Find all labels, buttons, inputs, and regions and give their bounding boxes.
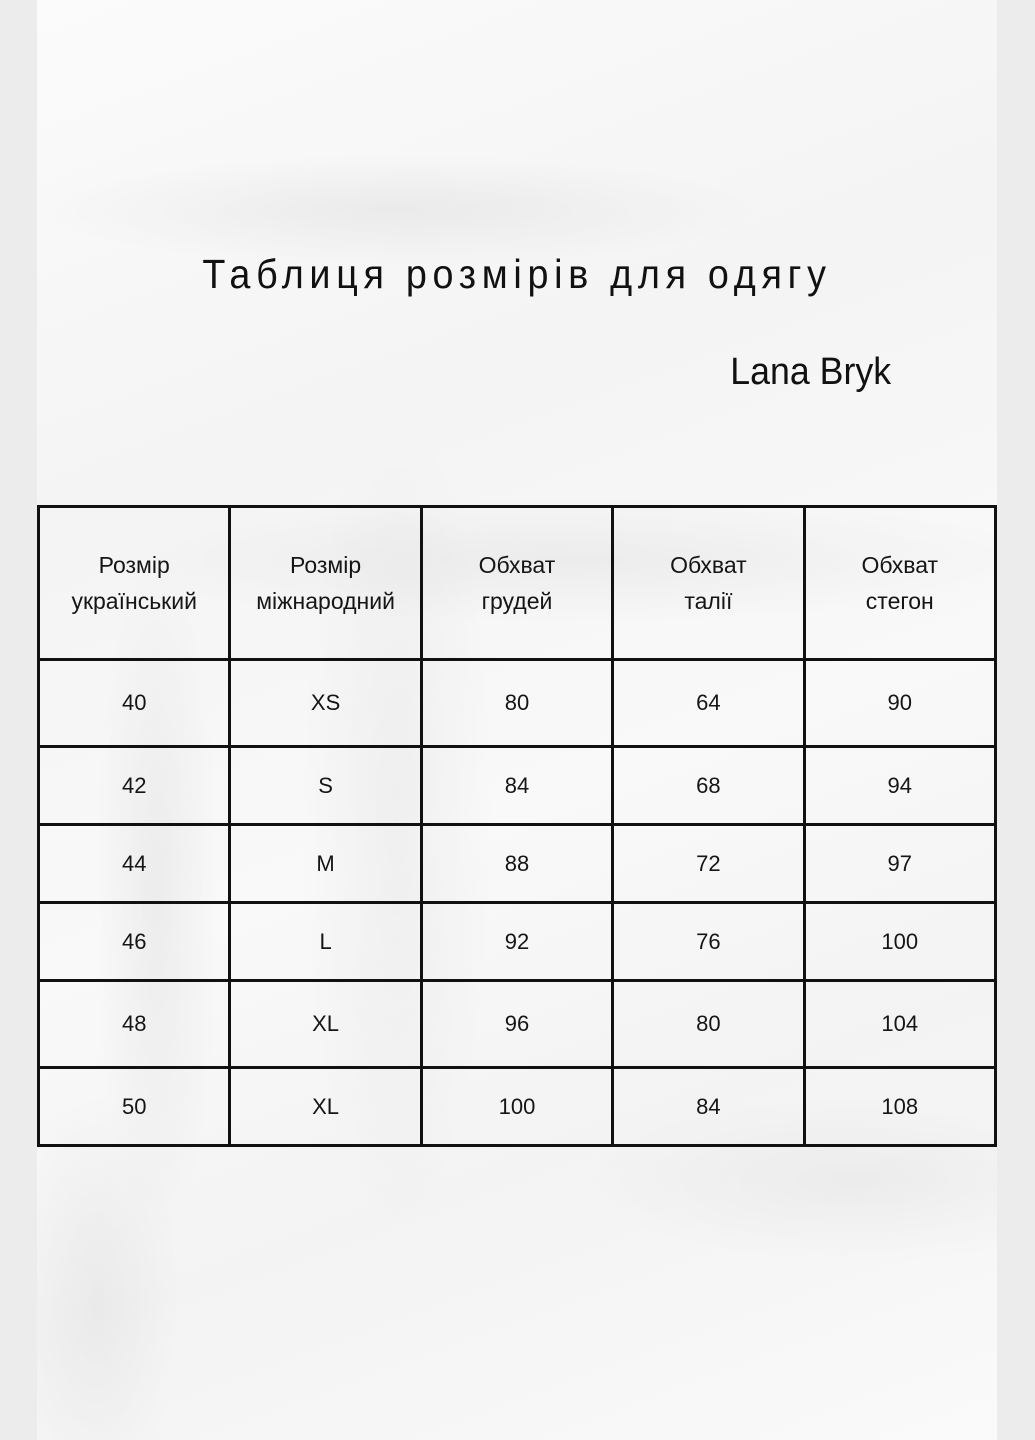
table-row xyxy=(39,660,996,747)
cell-hips: 104 xyxy=(804,981,995,1068)
cell-waist: 72 xyxy=(613,825,804,903)
header-line: український xyxy=(71,588,197,614)
cell-ukrainian-size: 44 xyxy=(39,825,230,903)
cell-ukrainian-size: 40 xyxy=(39,660,230,747)
header-line: Обхват xyxy=(670,552,747,578)
header-ukrainian-size xyxy=(39,507,230,660)
header-line: стегон xyxy=(865,588,934,614)
cell-international-size: M xyxy=(230,825,421,903)
cell-waist: 64 xyxy=(613,660,804,747)
cell-chest: 88 xyxy=(421,825,612,903)
cell-hips: 108 xyxy=(804,1068,995,1146)
page-title: Таблиця розмірів для одягу xyxy=(202,251,832,297)
cell-international-size: XL xyxy=(230,1068,421,1146)
header-line: Розмір xyxy=(290,552,362,578)
cell-ukrainian-size: 46 xyxy=(39,903,230,981)
cell-hips: 97 xyxy=(804,825,995,903)
cell-chest: 80 xyxy=(421,660,612,747)
cell-chest: 96 xyxy=(421,981,612,1068)
cell-international-size: XL xyxy=(230,981,421,1068)
table-row xyxy=(39,1068,996,1146)
table-header-row xyxy=(39,507,996,660)
cell-waist: 68 xyxy=(613,747,804,825)
brand-name: Lana Bryk xyxy=(730,351,891,393)
cell-ukrainian-size: 42 xyxy=(39,747,230,825)
cell-international-size: XS xyxy=(230,660,421,747)
header-line: Обхват xyxy=(861,552,939,578)
header-hips xyxy=(804,507,995,660)
header-international-size xyxy=(230,507,421,660)
table-row xyxy=(39,747,996,825)
cell-waist: 80 xyxy=(613,981,804,1068)
header-line: талії xyxy=(684,588,733,614)
cell-ukrainian-size: 48 xyxy=(39,981,230,1068)
table-row xyxy=(39,981,996,1068)
header-line: Розмір xyxy=(98,552,170,578)
size-chart-page xyxy=(37,0,997,1440)
header-line: міжнародний xyxy=(256,588,395,614)
cell-international-size: S xyxy=(230,747,421,825)
cell-chest: 100 xyxy=(421,1068,612,1146)
cell-ukrainian-size: 50 xyxy=(39,1068,230,1146)
header-chest xyxy=(421,507,612,660)
header-waist xyxy=(613,507,804,660)
cell-international-size: L xyxy=(230,903,421,981)
header-line: Обхват xyxy=(478,552,556,578)
cell-chest: 84 xyxy=(421,747,612,825)
table-row xyxy=(39,825,996,903)
size-table xyxy=(37,505,997,1147)
cell-hips: 90 xyxy=(804,660,995,747)
header-line: грудей xyxy=(481,588,553,614)
cell-chest: 92 xyxy=(421,903,612,981)
cell-hips: 100 xyxy=(804,903,995,981)
cell-hips: 94 xyxy=(804,747,995,825)
cell-waist: 76 xyxy=(613,903,804,981)
cell-waist: 84 xyxy=(613,1068,804,1146)
table-row xyxy=(39,903,996,981)
